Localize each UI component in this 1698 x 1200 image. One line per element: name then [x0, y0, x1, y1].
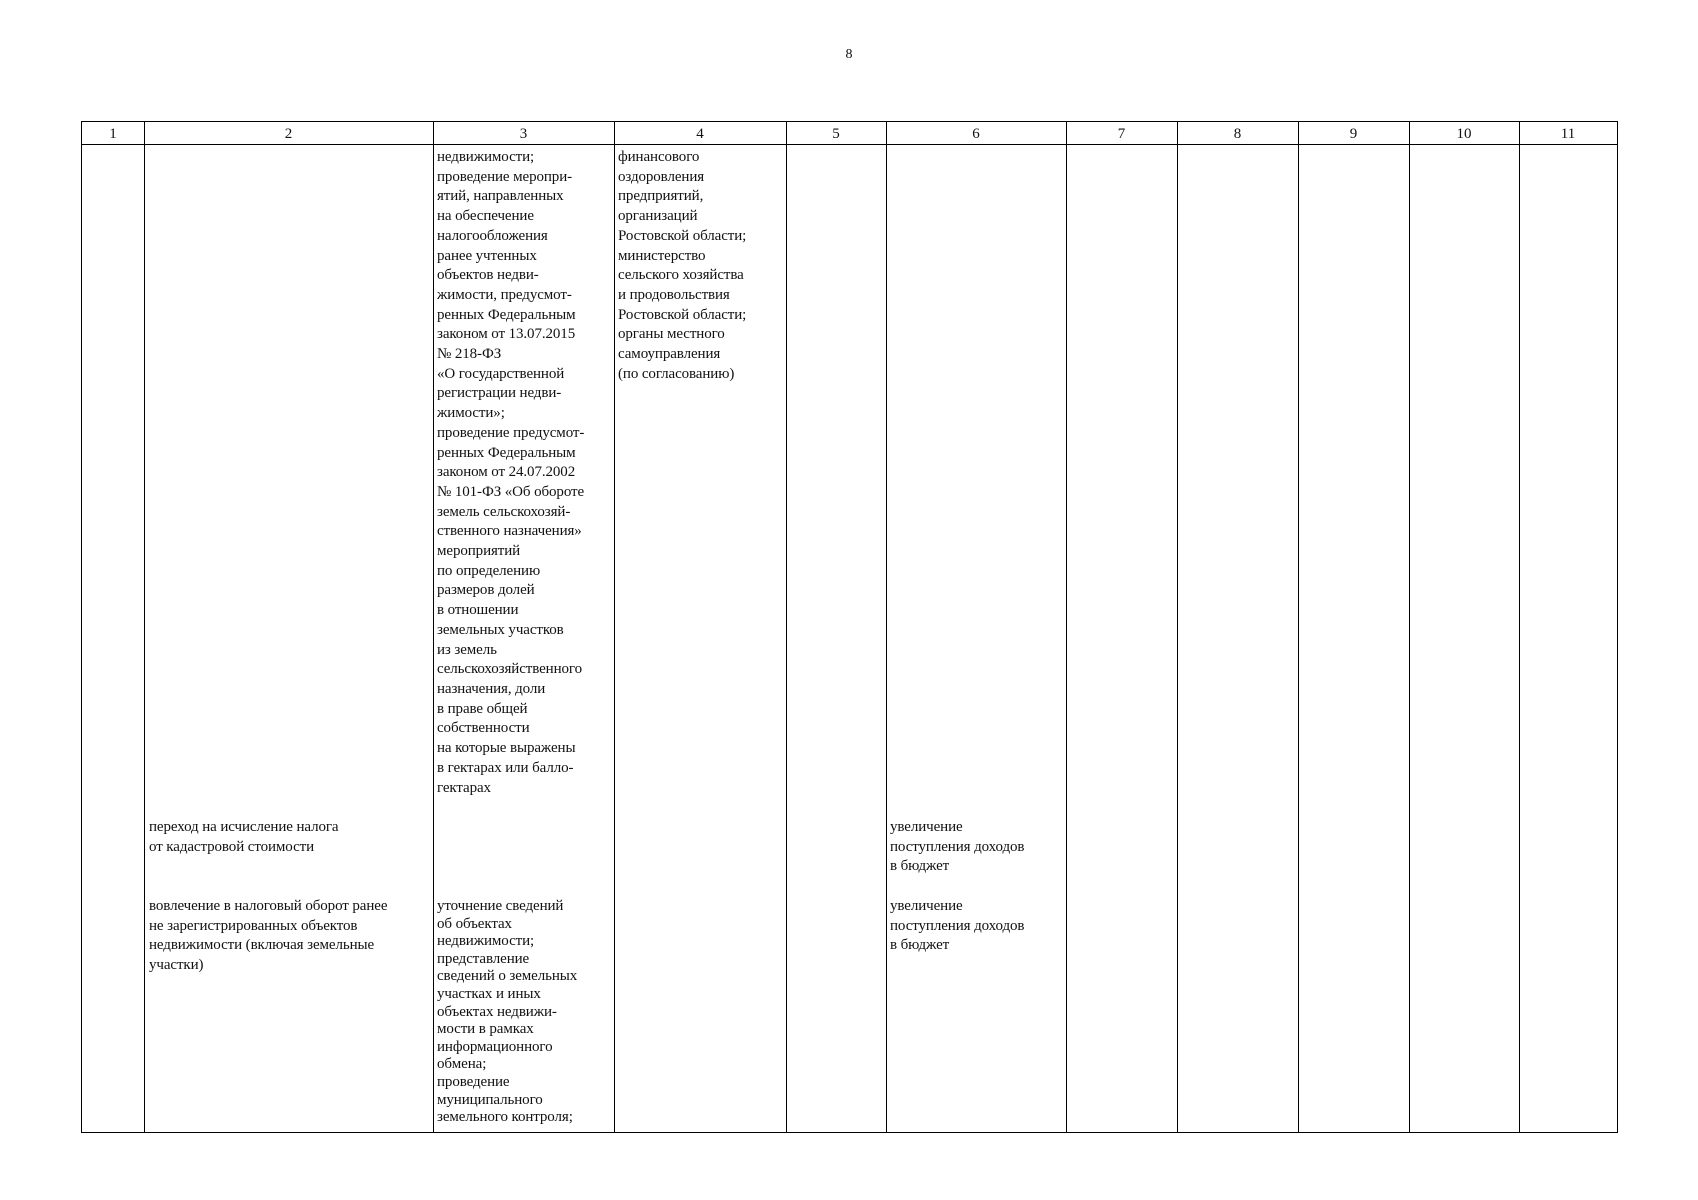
column-divider: [886, 122, 887, 1132]
column-divider: [433, 122, 434, 1132]
cell-executors-continued: финансового оздоровления предприятий, организаций Ростовской области; министерство сельского хозяйства и продовольствия Ростовской области; органы местного самоуправления (по согласованию): [618, 149, 747, 382]
column-header-6: 6: [972, 126, 980, 142]
page-number: 8: [845, 47, 853, 62]
cell-measures-continued: недвижимости; проведение меропри- ятий, направленных на обеспечение налогообложения ранее учтенных объектов недви- жимости, предусмот- ренных Федеральным законом от 13.07.2015 № 218-ФЗ «О государственной регистрации недви- жимости»; проведение предусмот- ренных Федеральным законом от 24.07.2002 № 101-ФЗ «Об обороте земель сельскохозяй- ственного назначения» мероприятий по определению размеров долей в отношении земельных участков из земель сельскохозяйственного назначения, доли в праве общей собственности на которые выражены в гектарах или балло- гектарах: [437, 149, 585, 796]
column-divider: [1177, 122, 1178, 1132]
column-header-2: 2: [284, 126, 293, 142]
header-divider: [82, 144, 1617, 145]
column-header-1: 1: [109, 126, 117, 142]
cell-cadastral-transition: переход на исчисление налога от кадастровой стоимости: [149, 819, 339, 855]
column-divider: [1409, 122, 1410, 1132]
column-header-3: 3: [519, 126, 528, 142]
column-divider: [1066, 122, 1067, 1132]
column-header-8: 8: [1233, 126, 1242, 142]
column-header-10: 10: [1456, 126, 1472, 142]
cell-cadastral-result: увеличение поступления доходов в бюджет: [890, 819, 1025, 875]
cell-involvement-measure: вовлечение в налоговый оборот ранее не зарегистрированных объектов недвижимости (включая земельные участки): [149, 898, 388, 974]
data-table: [81, 121, 1618, 1133]
column-header-9: 9: [1349, 126, 1358, 142]
column-header-5: 5: [832, 126, 840, 142]
column-header-11: 11: [1560, 126, 1576, 142]
column-header-7: 7: [1117, 126, 1126, 142]
column-divider: [786, 122, 787, 1132]
cell-involvement-result: увеличение поступления доходов в бюджет: [890, 898, 1025, 954]
column-divider: [144, 122, 145, 1132]
column-header-4: 4: [696, 126, 704, 142]
column-divider: [1298, 122, 1299, 1132]
column-divider: [1519, 122, 1520, 1132]
column-divider: [614, 122, 615, 1132]
cell-involvement-actions: уточнение сведений об объектах недвижимости; представление сведений о земельных участках и иных объектах недвижи- мости в рамках информационного обмена; проведение муниципального земельного контроля;: [437, 898, 578, 1126]
